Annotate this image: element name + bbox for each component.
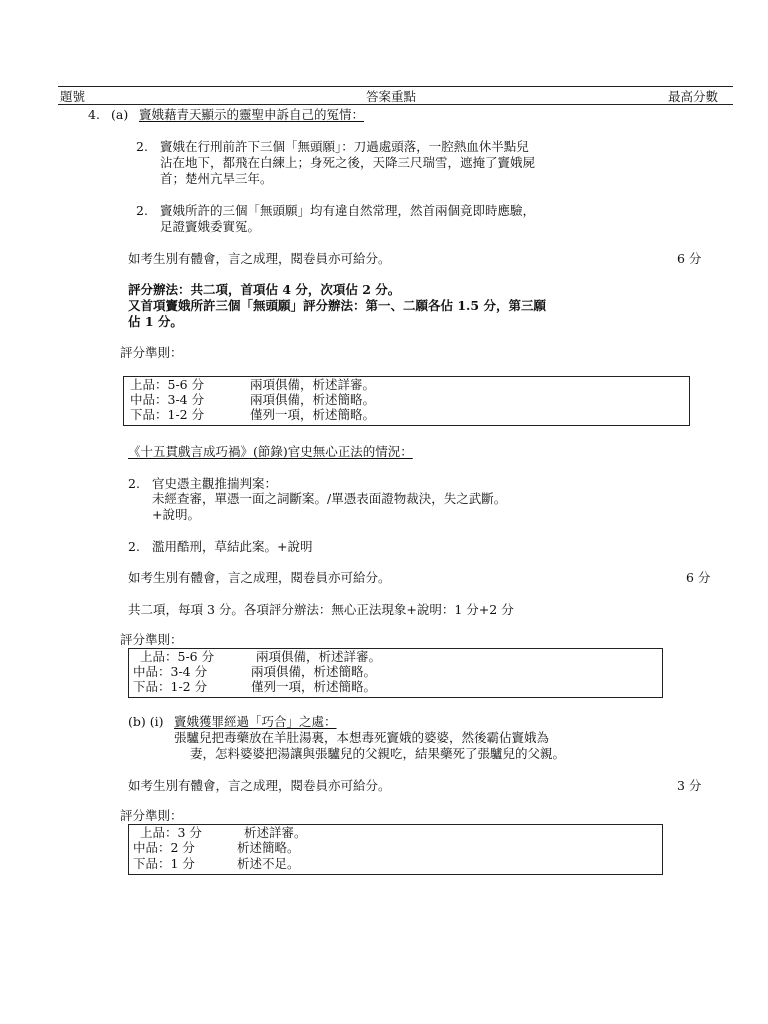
a2-item2-line1: 濫用酷刑，草結此案。+說明 <box>152 539 313 554</box>
a-item1-line3: 首；楚州亢旱三年。 <box>160 171 273 186</box>
criteria-desc: 析述簡略。 <box>237 840 300 855</box>
criteria-desc: 兩項俱備，析述詳審。 <box>250 377 376 392</box>
criteria-grade: 下品：1 分 <box>133 856 195 871</box>
a2-item1-line2: 未經查審，單憑一面之詞斷案。/單憑表面證物裁決，失之武斷。 <box>152 491 507 506</box>
criteria-desc: 析述不足。 <box>237 856 300 871</box>
a-criteria-row <box>130 408 375 422</box>
criteria-grade: 下品：1-2 分 <box>130 407 205 422</box>
a2-score: 6 分 <box>686 570 711 585</box>
a2-criteria-row <box>133 665 376 679</box>
a2-item1-line1: 官史憑主觀推揣判案： <box>152 476 278 491</box>
b-criteria-row <box>133 857 300 871</box>
a2-item1-line3: +說明。 <box>152 507 200 522</box>
criteria-grade: 上品：5-6 分 <box>130 377 205 392</box>
b-score: 3 分 <box>677 778 702 793</box>
criteria-desc: 兩項俱備，析述簡略。 <box>251 664 377 679</box>
criteria-grade: 中品：2 分 <box>133 840 195 855</box>
a-item2-line1: 竇娥所許的三個「無頭願」均有違自然常理，然首兩個竟即時應驗， <box>160 203 536 218</box>
a-score: 6 分 <box>677 251 702 266</box>
question-number: 4. <box>88 107 100 122</box>
a2-criteria-row <box>140 650 381 664</box>
a-item1-number: 2. <box>136 139 148 154</box>
a-criteria-row <box>130 393 375 407</box>
b-criteria-label: 評分準則： <box>120 808 183 823</box>
a-item1-line1: 竇娥在行刑前許下三個「無頭願」：刀過處頭落，一腔熱血休半點兒 <box>160 139 529 154</box>
header-bottom-rule <box>58 104 733 105</box>
a-item1-line2: 沾在地下，都飛在白練上；身死之後，天降三尺瑞雪，遮掩了竇娥屍 <box>160 155 536 170</box>
b-criteria-row <box>133 841 300 855</box>
a-criteria-row <box>130 378 375 392</box>
criteria-desc: 析述詳審。 <box>244 825 307 840</box>
header-top-rule <box>58 86 733 87</box>
header-answer-points: 答案重點 <box>366 89 417 104</box>
b-line2: 妻，怎料婆婆把湯讓與張驢兒的父親吃，結果藥死了張驢兒的父親。 <box>190 746 566 761</box>
a-method-line1: 評分辦法：共二項，首項佔 4 分，次項佔 2 分。 <box>128 282 401 297</box>
criteria-grade: 中品：3-4 分 <box>133 664 208 679</box>
criteria-desc: 僅列一項，析述簡略。 <box>250 407 376 422</box>
b-line1: 張驢兒把毒藥放在羊肚湯裏，本想毒死竇娥的婆婆，然後霸佔竇娥為 <box>174 730 550 745</box>
criteria-grade: 上品：5-6 分 <box>140 649 215 664</box>
section-a2-title: 《十五貫戲言成巧禍》(節錄)官史無心正法的情況： <box>128 444 413 459</box>
a2-note: 如考生別有體會，言之成理，閱卷員亦可給分。 <box>128 570 391 585</box>
criteria-grade: 下品：1-2 分 <box>133 679 208 694</box>
criteria-grade: 中品：3-4 分 <box>130 392 205 407</box>
criteria-desc: 兩項俱備，析述詳審。 <box>256 649 382 664</box>
criteria-desc: 兩項俱備，析述簡略。 <box>250 392 376 407</box>
question-part-b-i: (b) (i) <box>128 714 164 729</box>
a2-method: 共二項，每項 3 分。各項評分辦法：無心正法現象+說明：1 分+2 分 <box>128 602 514 617</box>
a-method-line3: 佔 1 分。 <box>128 314 183 329</box>
header-max-score: 最高分數 <box>668 89 719 104</box>
a-note: 如考生別有體會，言之成理，閱卷員亦可給分。 <box>128 251 391 266</box>
a-criteria-label: 評分準則： <box>120 345 183 360</box>
a-method-line2: 又首項竇娥所許三個「無頭願」評分辦法：第一、二願各佔 1.5 分，第三願 <box>128 298 546 313</box>
criteria-desc: 僅列一項，析述簡略。 <box>251 679 377 694</box>
section-a-title: 竇娥藉青天顯示的靈聖申訴自己的冤情： <box>139 107 365 122</box>
a-item2-number: 2. <box>136 203 148 218</box>
a2-criteria-row <box>133 680 376 694</box>
a2-item2-number: 2. <box>128 539 140 554</box>
b-note: 如考生別有體會，言之成理，閱卷員亦可給分。 <box>128 778 391 793</box>
header-question-number: 題號 <box>60 89 86 104</box>
a2-criteria-label: 評分準則： <box>120 632 183 647</box>
b-criteria-row <box>140 826 307 840</box>
question-part-a: (a) <box>111 107 129 122</box>
criteria-grade: 上品：3 分 <box>140 825 202 840</box>
section-b-title: 竇娥獲罪經過「巧合」之處： <box>174 714 337 729</box>
a2-item1-number: 2. <box>128 476 140 491</box>
a-item2-line2: 足證竇娥委實冤。 <box>160 219 261 234</box>
